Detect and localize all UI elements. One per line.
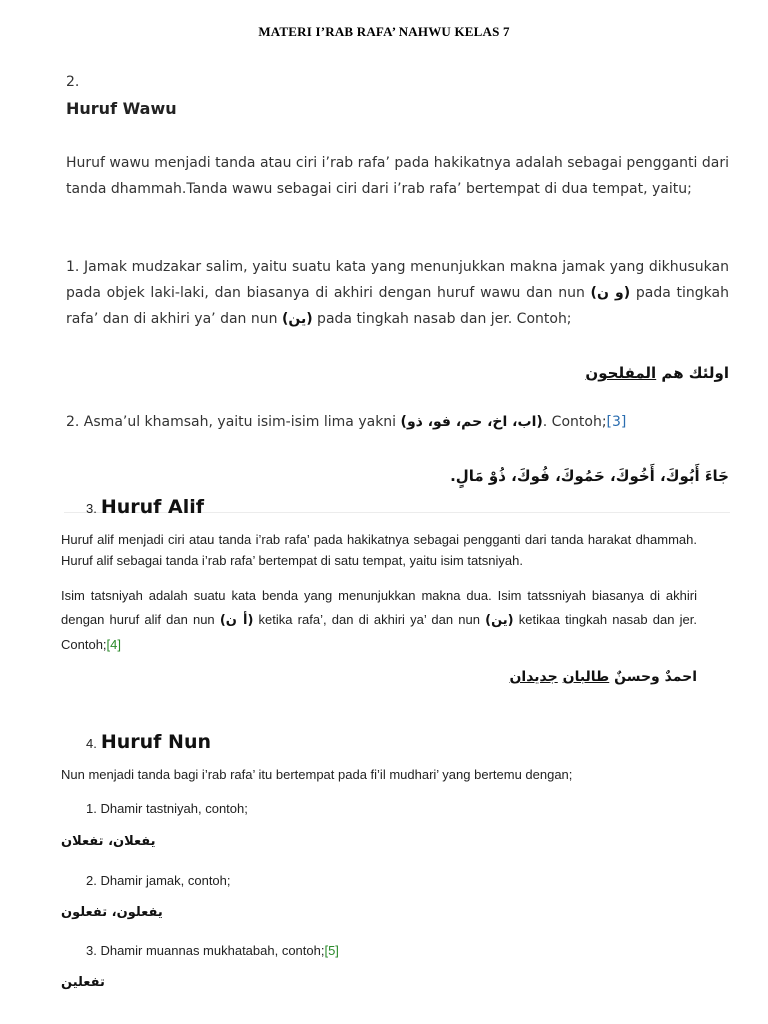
item-1-text-c: pada tingkah nasab dan jer. Contoh; (312, 311, 572, 327)
section-2-number: 2. (66, 74, 80, 90)
section-4-item-3 (86, 943, 339, 958)
section-2-intro: Huruf wawu menjadi tanda atau ciri i’rab rafa’ pada hakikatnya adalah sebagai pengganti dari tanda dhammah.Tanda wawu sebagai ciri dari i’rab rafa’ bertempat di dua tempat, yaitu; (66, 155, 729, 197)
section-3-heading-row (86, 496, 204, 518)
section-4-heading-row (86, 731, 211, 753)
section-4-heading: Huruf Nun (100, 731, 212, 753)
section-4-item-1-arabic: يفعلان، تفعلان (61, 834, 156, 849)
item-1-text-b: pada tingkah rafa’ dan di akhiri ya’ dan nun (66, 285, 729, 327)
para-2-arabic-alif-nun: (أ ن) (219, 613, 254, 628)
section-3-example-arabic (509, 669, 697, 685)
section-3-example-underlined-1: طالبان (562, 669, 610, 685)
item-1-text-a: 1. Jamak mudzakar salim, yaitu suatu kata yang menunjukkan makna jamak yang dikhusukan pada objek laki-laki, dan biasanya di akhiri dengan huruf wawu dan nun (66, 259, 729, 301)
item-1-arabic-ya-nun: (ين) (281, 311, 313, 327)
item-2-arabic: (اب، اخ، حم، فو، ذو) (400, 414, 543, 430)
item-1-arabic-wawu-nun: (و ن) (590, 285, 631, 301)
section-4-item-3-reference-link[interactable]: [5] (324, 943, 339, 958)
example-2-arabic: جَاءَ أَبُوكَ، أَخُوكَ، حَمُوكَ، فُوكَ، ذُوْ مَالٍ. (450, 467, 729, 485)
para-2-reference-link[interactable]: [4] (106, 637, 122, 652)
section-2-heading: Huruf Wawu (66, 99, 177, 118)
section-4-number: 4. (86, 736, 97, 751)
section-3-example-underlined-2: جديدان (509, 669, 558, 685)
section-2-item-2 (66, 414, 626, 430)
section-3-para-1: Huruf alif menjadi ciri atau tanda i’rab rafa’ pada hakikatnya sebagai pengganti dari tanda harakat dhammah. Huruf alif sebagai tanda i’rab rafa’ bertempat di satu tempat, yaitu isim tatsniyah. (61, 532, 697, 568)
section-3-example-pre: احمدٌ وحسنٌ (609, 669, 697, 685)
section-4-item-2-arabic: يفعلون، تفعلون (61, 905, 163, 920)
item-2-reference-link[interactable]: [3] (606, 414, 627, 430)
section-4-item-2: 2. Dhamir jamak, contoh; (86, 873, 231, 888)
para-2-text-b: ketika rafa’, dan di akhiri ya’ dan nun (253, 612, 486, 627)
section-4-item-1: 1. Dhamir tastniyah, contoh; (86, 801, 248, 816)
item-2-text-b: . Contoh; (542, 414, 607, 430)
section-2-item-1 (66, 254, 729, 332)
para-2-text-a: Isim tatsniyah adalah suatu kata benda yang menunjukkan makna dua. Isim tatssniyah biasanya di akhiri dengan huruf alif dan nun (61, 588, 697, 627)
para-2-text-c: ketikaa tingkah nasab dan jer. Contoh; (61, 612, 698, 652)
para-2-arabic-ya-nun: (ين) (485, 613, 514, 628)
item-2-text-a: 2. Asma’ul khamsah, yaitu isim-isim lima yakni (66, 414, 401, 430)
example-1-arabic-underlined: المفلحون (585, 364, 657, 382)
section-3-para-2 (61, 584, 697, 657)
example-1-arabic-pre: اولئك هم (656, 364, 729, 382)
section-4-intro: Nun menjadi tanda bagi i’rab rafa’ itu bertempat pada fi’il mudhari’ yang bertemu dengan; (61, 767, 573, 782)
section-3-number: 3. (86, 501, 97, 516)
example-1-arabic (585, 364, 729, 382)
section-4-item-3-arabic: تفعلين (61, 975, 105, 990)
document-title: MATERI I’RAB RAFA’ NAHWU KELAS 7 (258, 24, 510, 39)
section-3-heading: Huruf Alif (100, 496, 205, 518)
section-4-item-3-text: 3. Dhamir muannas mukhatabah, contoh; (86, 943, 325, 958)
